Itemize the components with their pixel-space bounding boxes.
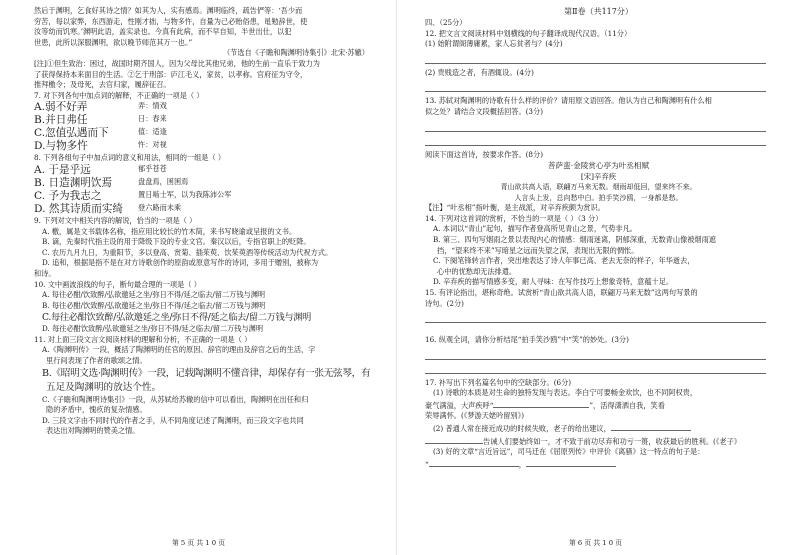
q11-option-c-cont: 隐的矛盾中，愧疚的复杂情感。 <box>46 405 147 415</box>
q17-item-1-end: 荣辱满怀。(《梦游天姥吟留别》) <box>425 411 525 421</box>
note-line: [注]①但生致治：困过，战国时期齐国人，因为父母比其他兄弟，他的生前一直乐于致力为 <box>34 58 320 68</box>
fill-blank[interactable] <box>425 435 483 444</box>
passage-line: 汝等幼而饥寒。’渊明此语，盖实录也。今真有此病，而不早自知，半世出仕，以犯 <box>34 27 292 37</box>
answer-line[interactable] <box>425 364 766 374</box>
passage-line: 穷苦，每以家弊，东西游走，性刚才拙，与物多忤，自量为己必贻俗患，黾勉辞世，使 <box>34 16 308 26</box>
q14-option-a: A. 本词以“青山”起句，描写作者登高所见青山之景，气势非凡。 <box>433 224 637 234</box>
answer-line[interactable] <box>425 54 766 64</box>
passage-source: （节选自《子瞻和陶渊明诗集引》北宋·苏辙） <box>222 48 369 58</box>
page-6-content <box>425 6 772 470</box>
q8-option-c: C. 予为我志之 置日啮士军，以为我陈沛公军 <box>34 189 232 202</box>
answer-line[interactable] <box>425 313 766 323</box>
q11-option-c: C.《子瞻和陶渊明诗集引》一段，从苏轼给苏辙的信中可以看出，陶渊明在出任和归 <box>42 394 309 404</box>
q14-option-c: C. 下阕笔锋转言作者，突出地表达了诗人年事已高、老去无奈的样子，年华逝去， <box>433 256 695 266</box>
section-title: 第Ⅱ卷（共117分） <box>564 7 633 16</box>
q10-option-c: C.每往必酣饮致醉/弘欲邀延之坐/弥日不得/延之临去/留二万钱与渊明 <box>42 312 312 324</box>
q15-line: 15. 有评论指出，堪称奇绝。试赏析“青山欲共高人语，联翩万马来无数”这两句写景的 <box>425 287 698 297</box>
q14-stem: 14. 下列对这首词的赏析，不恰当的一项是（ ）（3 分） <box>425 213 603 223</box>
note-line: 了获得保持本来面目的生活。②乞于刑部：庐江毛义，家贫，以孝称。官府征为守令， <box>34 69 308 79</box>
q17-item-1: (1) 诗歌的本质是对生命的独特发现与表达。李白宁可要畅金欢饮，也不同阿权贵， <box>433 388 698 398</box>
q8-option-d: D. 然其诗质而实绮 登六路而未乘 <box>34 202 182 215</box>
q12-sentence-1: (1) 始附谓阁薄庸累，家人忘贫者与？(4分) <box>425 39 563 49</box>
q11-stem: 11. 对上面三段文言文阅读材料的理解和分析，不正确的一项是（ ） <box>34 334 252 344</box>
q12-stem: 12. 把文言文阅读材料中划横线的句子翻译成现代汉语。（11分） <box>425 28 632 38</box>
q10-stem: 10. 文中画波浪线的句子，断句最合理的一项是（ ） <box>34 279 201 289</box>
fill-blank[interactable] <box>493 399 589 408</box>
q9-option-a: A. 檄，属是文书载体名称，指应用比较长的竹木简，来书写晓谕或呈报的文书。 <box>42 226 297 236</box>
q11-option-d: D. 三段文字由不同时代的作者之手，从不同角度记述了陶渊明，而三段文字也共同 <box>42 415 304 425</box>
q7-option-a: A.弱不好弄 弄：情戏 <box>34 101 167 114</box>
poem-note: 【注】“叶丞相”指叶衡，是主战派，对辛弃疾颇为赏识。 <box>425 203 605 213</box>
q8-option-b: B. 日造渊明饮焉 盘盘焉，囷囷焉 <box>34 176 189 189</box>
q7-option-d: D.与物多忤 忤：对视 <box>34 140 167 153</box>
passage-line: 世患，此所以深服渊明，欲以晚节师范其万一也。” <box>34 37 193 47</box>
page-5-footer: 第 5 页 共 1 0 页 <box>171 539 226 547</box>
q9-option-c: C. 农历九月九日，为重阳节，多以登高、赏菊、插茱萸、饮茱萸酒等传统活动为代祝方式。 <box>42 247 333 257</box>
poem-title: 菩萨蛮·金陵赏心亭为叶丞相赋 <box>547 161 650 171</box>
q17-item-3: (3) 好的文章“言近旨远”，司马迁在《屈原列传》中评价《离骚》这一特点的句子是： <box>433 447 705 457</box>
q9-option-d: D. 追和，根据是指不是在对方诗歌创作的原韵或原意写作的诗词，多用于赠别，被称为 <box>42 258 319 268</box>
q11-option-a: A.《陶渊明传》一段，概括了陶渊明的任官的原因、辞官的理由及辞官之后的生活，字 <box>42 345 316 355</box>
q13-line: 似之处？请结合文段概括回答。(3分) <box>425 106 543 116</box>
q8-option-a: A. 于是乎远 郁乎苍苍 <box>34 163 167 176</box>
q11-option-a-cont: 里行间表现了作者的歌颂之情。 <box>46 356 147 366</box>
q8-stem: 8. 下列各组句子中加点词的意义和用法，相同的一组是（ ） <box>34 153 226 163</box>
q10-option-a: A. 每往必酣/饮致醉/弘欲邀延之坐/弥日不得/延之临去/留二万钱与渊明 <box>42 290 266 300</box>
q17-item-1-cont: 豪气满溢，大声疾呼“ ”，活得潇洒自我，笑看 <box>425 400 665 410</box>
q7-option-c: C.忽值弘遇而下 值：适逢 <box>34 127 167 140</box>
poem-line: 人言头上发，总向愁中白。拍手笑沙鸥，一身都是愁。 <box>514 193 683 202</box>
q7-stem: 7. 对下列各句中加点词的解释，不正确的一项是（ ） <box>34 90 204 100</box>
note-line: 推拜檄令；及母死，去官归家，履辞征召。 <box>34 80 171 90</box>
fill-blank[interactable] <box>611 422 691 431</box>
answer-line[interactable] <box>425 82 766 92</box>
q7-option-b: B.并日弗任 日：春来 <box>34 114 167 127</box>
answer-line[interactable] <box>425 350 766 360</box>
q15-line: 诗句。(2分) <box>425 298 464 308</box>
fill-blank[interactable] <box>429 458 519 467</box>
q9-option-d-cont: 和诗。 <box>34 268 56 278</box>
q9-option-b: B. 谪，先秦时代指主设的用于降级下设的专业文官。秦汉以后，专指官职上的贬降。 <box>42 237 311 247</box>
q11-option-b-cont: 五足及陶渊明的放达个性。 <box>46 381 162 393</box>
q14-option-c-cont: 心中的忧愁却无法排遣。 <box>437 266 517 276</box>
q10-option-d: D. 每往必酣饮致醉/弘欲邀延之坐/弥日不得/延之临去/留二万钱与渊明 <box>42 324 264 334</box>
q14-option-b: B. 第三、四句写烟雨之景以表现内心的情感：烟雨迷离，阴郁深重，无数青山像被烟雨遮 <box>433 234 716 244</box>
q16-stem: 16. 纵观全词，请你分析结尾“拍手笑沙鸥”中“笑”的妙处。(3分) <box>425 335 629 345</box>
page-5-content <box>34 6 381 437</box>
q11-option-b: B.《昭明文选·陶渊明传》一段，记载陶渊明不懂音律，却保存有一张无弦琴，有 <box>42 367 371 379</box>
q14-option-d: D. 辛弃疾的描写情感多变，耐人寻味：在写作技巧上想象奇特，意蕴十足。 <box>433 277 674 287</box>
answer-line[interactable] <box>425 122 766 132</box>
q9-stem: 9. 下列对文中相关内容的解说，恰当的一项是（ ） <box>34 215 197 225</box>
poem-author: [宋]辛弃疾 <box>580 172 617 182</box>
page-6-footer: 第 6 页 共 1 0 页 <box>568 539 623 547</box>
part-four-heading: 四、（25分） <box>425 18 467 27</box>
q17-item-2-cont: 告诫人们要始终如一，才不致于前功尽弃和功亏一篑，收获最后的胜利。(《老子》 <box>425 435 772 448</box>
page-6 <box>397 0 794 555</box>
passage-line: 然后于渊明，乞食好其诗之情？如其为人，实有感焉。渊明临终，疏告俨等：‘吾少而 <box>34 6 303 15</box>
q17-item-2: (2) 普通人常在接近成功的时候失败，老子的给出建议， <box>425 422 772 435</box>
q17-stem: 17. 补写出下列名篇名句中的空缺部分。(6分) <box>425 377 572 387</box>
q17-item-3-cont: “ ， <box>425 458 772 471</box>
reading-intro: 阅读下面这首诗，按要求作答。(8分) <box>425 149 543 159</box>
q14-option-b-cont: 挡，“望来终不来”写暗星之远而失望之深，表现出无限的惆怅。 <box>437 245 639 255</box>
q10-option-b: B. 每往必酣/饮致醉/弘欲邀延之坐/弥日不得/延之临去/留二万钱与渊明 <box>42 300 266 310</box>
q13-line: 13. 苏轼对陶渊明的诗歌有什么样的评价？请用原文语回答。他认为自己和陶渊明有什么相 <box>425 96 712 106</box>
poem-line: 青山欲共高人语，联翩万马来无数。烟雨却低回，望来终不来。 <box>500 183 697 192</box>
fill-blank[interactable] <box>526 458 616 467</box>
q11-option-d-cont: 表达出对陶渊明的赞美之情。 <box>46 426 140 436</box>
q12-sentence-2: (2) 贵贱造之者，有酒辄设。(4分) <box>425 67 534 77</box>
answer-line[interactable] <box>425 136 766 146</box>
